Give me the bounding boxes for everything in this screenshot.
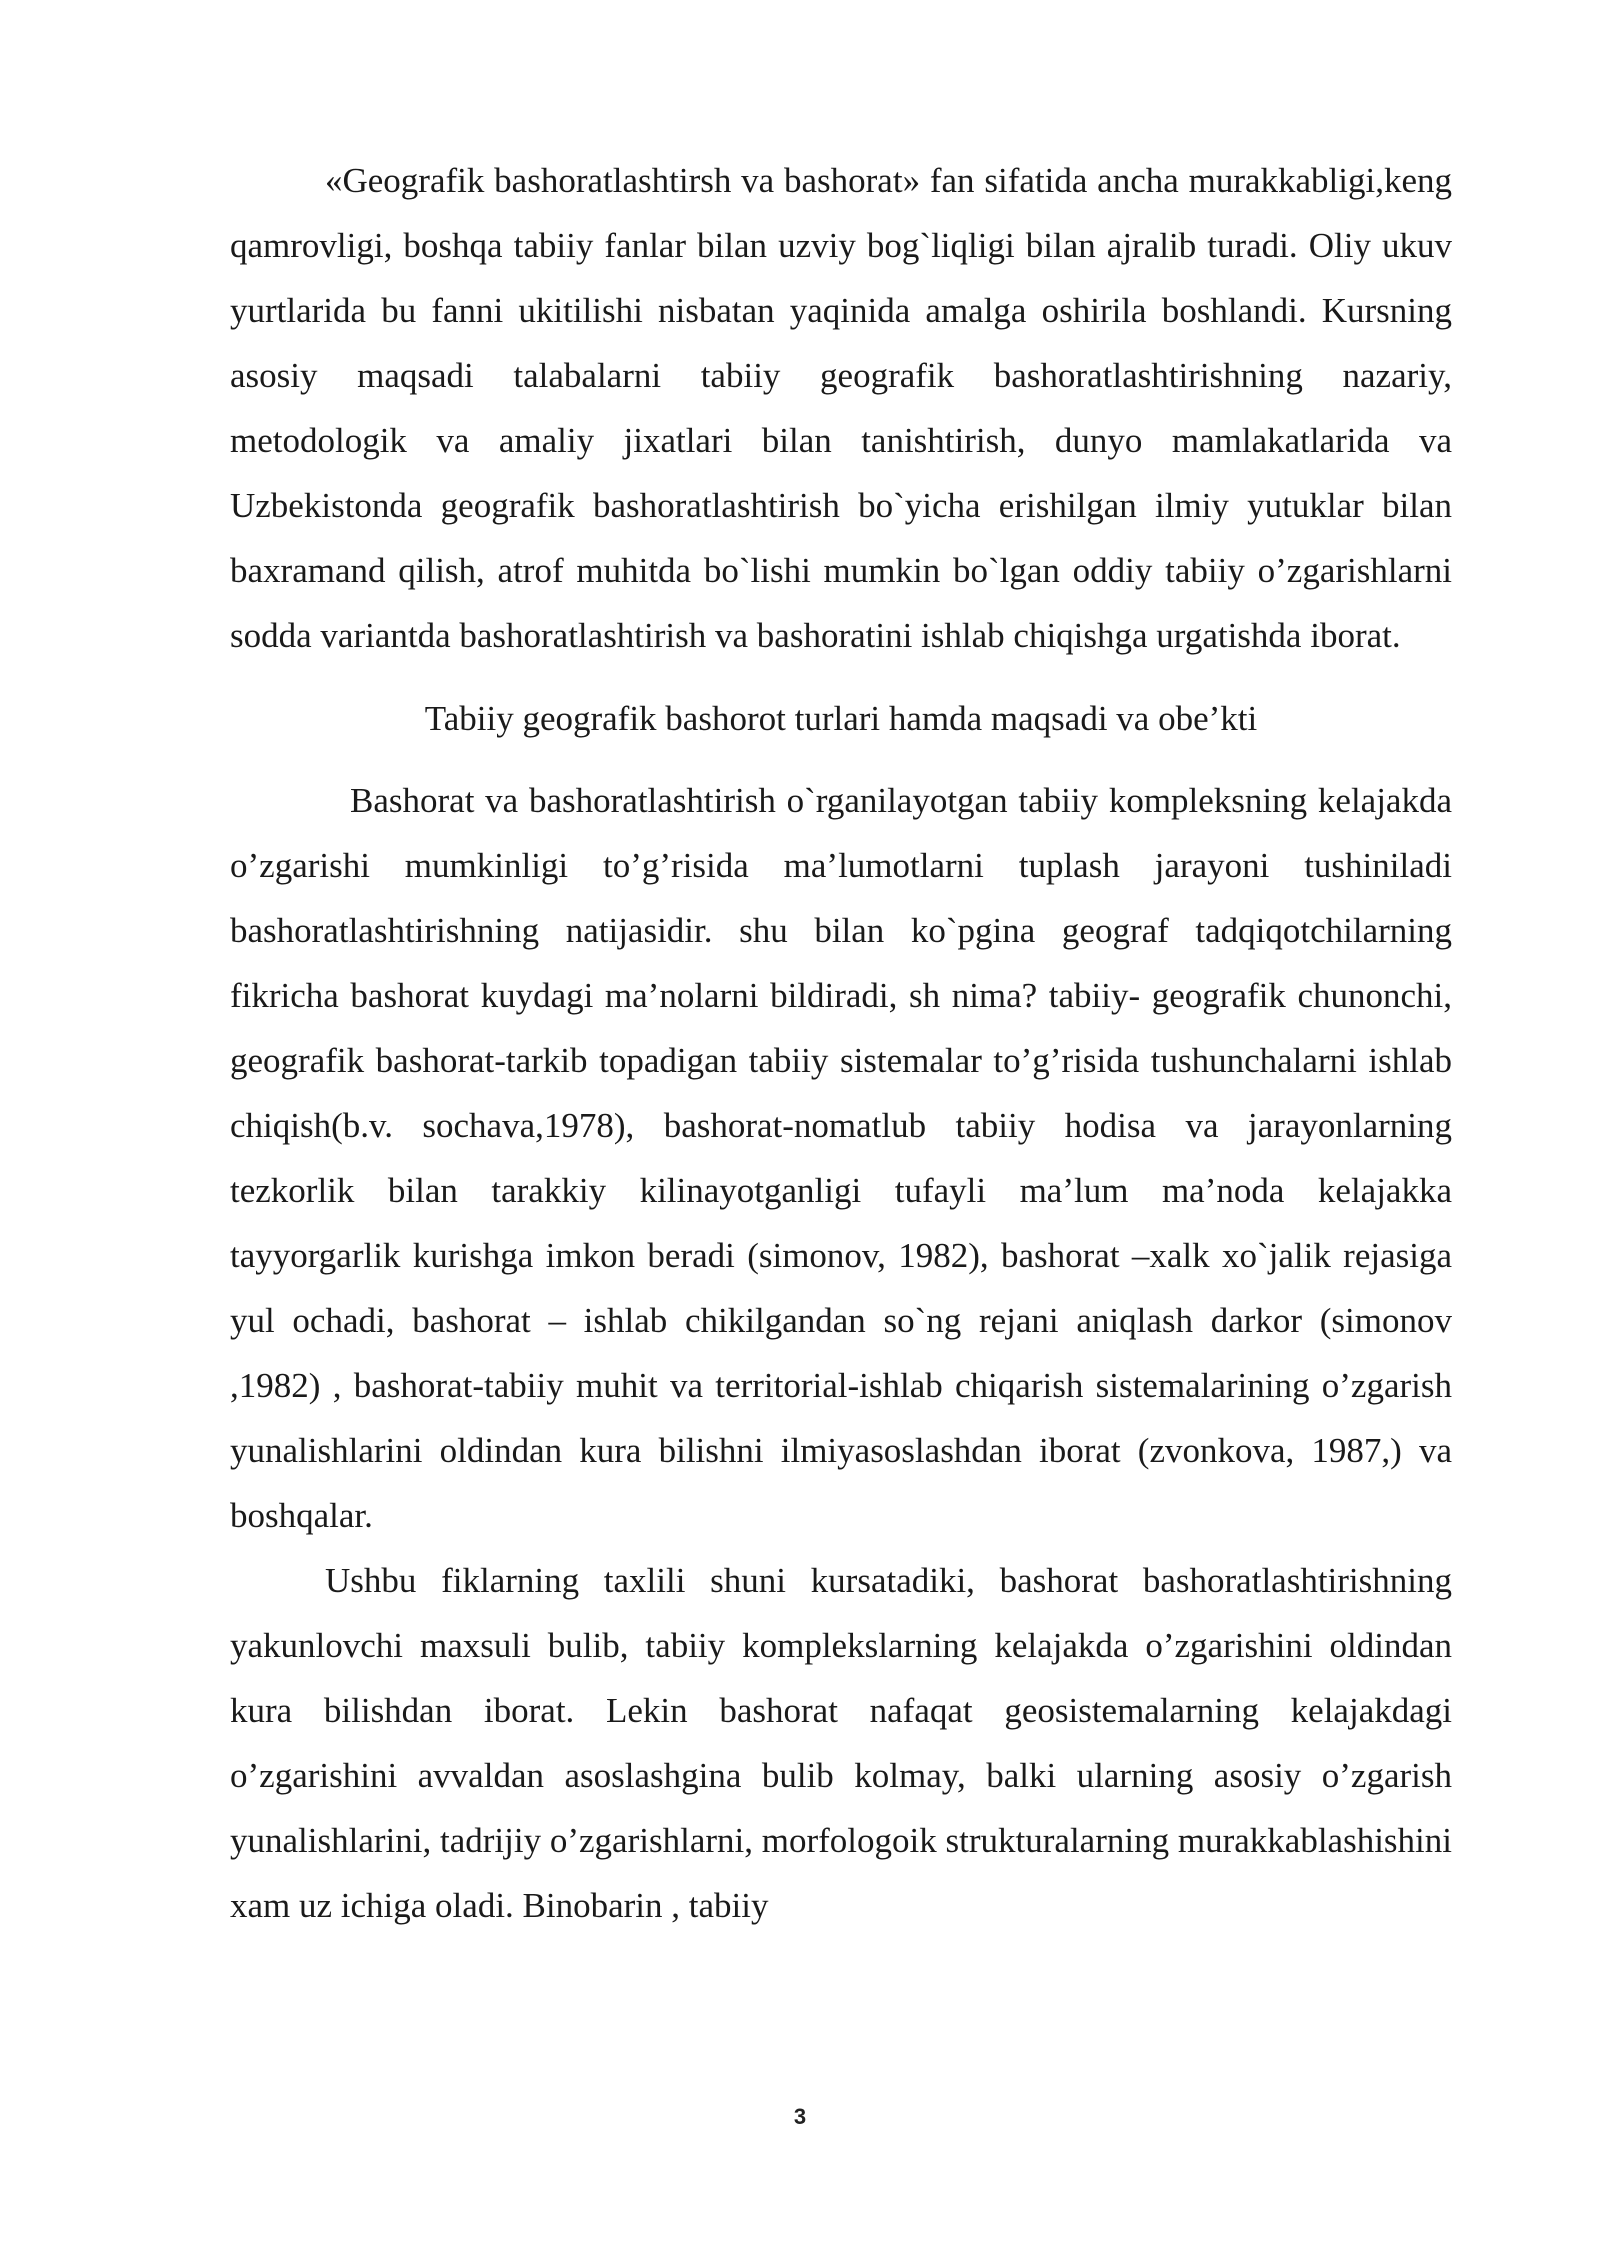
paragraph-analysis: Ushbu fiklarning taxlili shuni kursatadiki, bashorat bashoratlashtirishning yakunlovchi maxsuli bulib, tabiiy komplekslarning kelajakda o’zgarishini oldindan kura bilishdan iborat. Lekin bashorat nafaqat geosistemalarning kelajakdagi o’zgarishini avvaldan asoslashgina bulib kolmay, balki ularning asosiy o’zgarish yunalishlarini, tadrijiy o’zgarishlarni, morfologoik strukturalarning murakkablashishini xam uz ichiga oladi. Binobarin , tabiiy — [230, 1561, 1452, 1925]
section-heading: Tabiiy geografik bashorot turlari hamda maqsadi va obe’kti — [424, 699, 1258, 738]
paragraph-definition: Bashorat va bashoratlashtirish o`rganilayotgan tabiiy kompleksning kelajakda o’zgarishi mumkinligi to’g’risida ma’lumotlarni tuplash jarayoni tushiniladi bashoratlashtirishning natijasidir. shu bilan ko`pgina geograf tadqiqotchilarning fikricha bashorat kuydagi ma’nolarni bildiradi, sh nima? tabiiy- geografik chunonchi, geografik bashorat-tarkib topadigan tabiiy sistemalar to’g’risida tushunchalarni ishlab chiqish(b.v. sochava,1978), bashorat-nomatlub tabiiy hodisa va jarayonlarning tezkorlik bilan tarakkiy kilinayotganligi tufayli ma’lum ma’noda kelajakka tayyorgarlik kurishga imkon beradi (simonov, 1982), bashorat –xalk xo`jalik rejasiga yul ochadi, bashorat – ishlab chikilgandan so`ng rejani aniqlash darkor (simonov ,1982) , bashorat-tabiiy muhit va territorial-ishlab chiqarish sistemalarining o’zgarish yunalishlarini oldindan kura bilishni ilmiyasoslashdan iborat (zvonkova, 1987,) va boshqalar. — [230, 781, 1452, 1535]
paragraph-intro: «Geografik bashoratlashtirsh va bashorat» fan sifatida ancha murakkabligi,keng qamrovligi, boshqa tabiiy fanlar bilan uzviy bog`liqligi bilan ajralib turadi. Oliy ukuv yurtlarida bu fanni ukitilishi nisbatan yaqinida amalga oshirila boshlandi. Kursning asosiy maqsadi talabalarni tabiiy geografik bashoratlashtirishning nazariy, metodologik va amaliy jixatlari bilan tanishtirish, dunyo mamlakatlarida va Uzbekistonda geografik bashoratlashtirish bo`yicha erishilgan ilmiy yutuklar bilan baxramand qilish, atrof muhitda bo`lishi mumkin bo`lgan oddiy tabiiy o’zgarishlarni sodda variantda bashoratlashtirish va bashoratini ishlab chiqishga urgatishda iborat. — [230, 161, 1452, 655]
document-page — [230, 148, 1452, 1938]
page-number: 3 — [793, 2104, 807, 2129]
